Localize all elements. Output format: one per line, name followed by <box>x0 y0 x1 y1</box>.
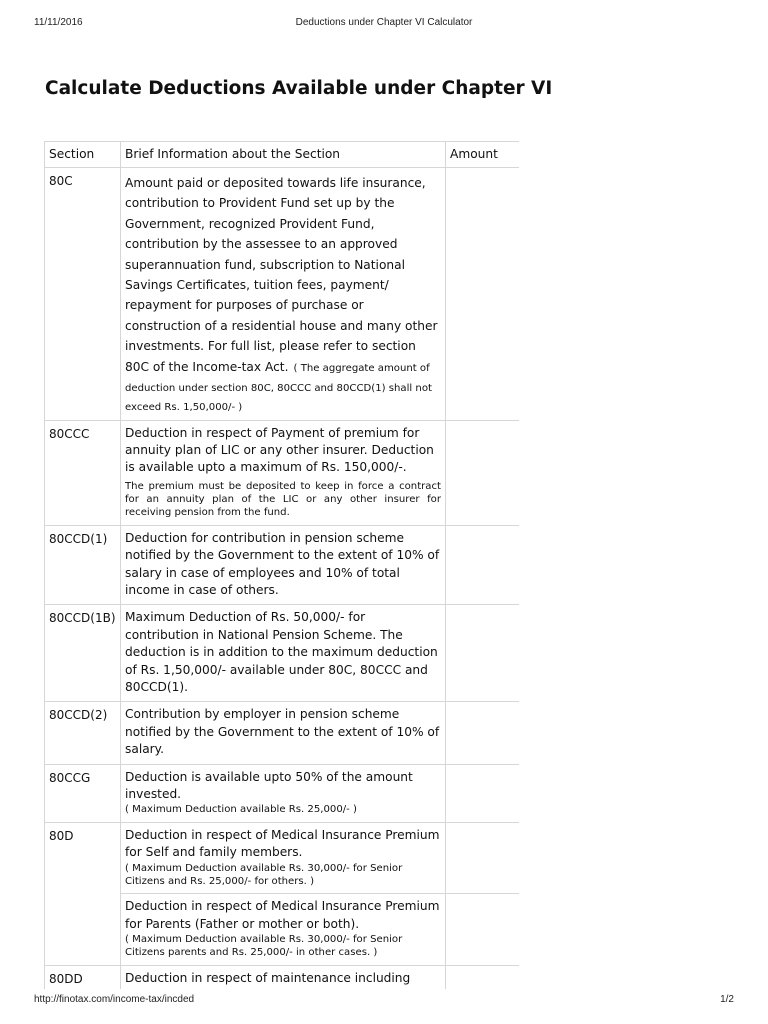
deductions-table <box>44 141 519 989</box>
amount-cell[interactable] <box>446 420 520 525</box>
section-description <box>121 420 446 525</box>
amount-cell[interactable] <box>446 965 520 989</box>
column-header-amount: Amount <box>446 142 520 168</box>
table-row-80ccg <box>45 764 520 822</box>
deductions-table-container <box>44 141 519 989</box>
section-code: 80CCD(1B) <box>45 605 121 702</box>
description-note: ( Maximum Deduction available Rs. 30,000/- for Senior Citizens and Rs. 25,000/- for others. ) <box>125 862 403 887</box>
table-row-80c <box>45 168 520 421</box>
amount-cell[interactable] <box>446 702 520 764</box>
description-note: ( Maximum Deduction available Rs. 30,000/- for Senior Citizens parents and Rs. 25,000/- in other cases. ) <box>125 933 403 959</box>
description-text: Deduction in respect of Medical Insurance Premium for Self and family members. <box>125 827 440 860</box>
section-code: 80DD <box>45 965 121 989</box>
table-header-row <box>45 142 520 168</box>
amount-cell[interactable] <box>446 525 520 605</box>
description-text: Amount paid or deposited towards life insurance, contribution to Provident Fund set up by the Government, recognized Provident Fund, contribution by the assessee to an approved superannuation fund, subscription to National Savings Certificates, tuition fees, payment/ repayment for purposes of purchase or construction of a residential house and many other investments. For full list, please refer to section 80C of the Income-tax Act. <box>125 176 438 374</box>
section-code: 80CCC <box>45 420 121 525</box>
description-text: Deduction is available upto 50% of the amount invested. <box>125 769 413 802</box>
description-text: Maximum Deduction of Rs. 50,000/- for contribution in National Pension Scheme. The deduction is in addition to the maximum deduction of Rs. 1,50,000/- available under 80C, 80CCC and 80CCD(1). <box>125 610 438 695</box>
description-text: Contribution by employer in pension scheme notified by the Government to the extent of 10% of salary. <box>125 707 440 757</box>
section-description <box>121 168 446 421</box>
section-code: 80CCD(2) <box>45 702 121 764</box>
amount-cell[interactable] <box>446 894 520 965</box>
description-text: Deduction in respect of maintenance including <box>125 970 411 985</box>
section-code: 80D <box>45 822 121 965</box>
table-row-80ccd-2 <box>45 702 520 764</box>
section-description <box>121 764 446 822</box>
table-row-80dd <box>45 965 520 989</box>
column-header-info: Brief Information about the Section <box>121 142 446 168</box>
section-description <box>121 894 446 965</box>
amount-cell[interactable] <box>446 822 520 893</box>
section-description <box>121 822 446 893</box>
section-description <box>121 965 446 989</box>
description-note: ( Maximum Deduction available Rs. 25,000/- ) <box>125 804 357 816</box>
table-row-80ccd-1 <box>45 525 520 605</box>
amount-cell[interactable] <box>446 605 520 702</box>
description-note: The premium must be deposited to keep in force a contract for an annuity plan of the LIC or any other insurer for receiving pension from the fund. <box>125 480 441 519</box>
section-code: 80CCG <box>45 764 121 822</box>
table-row-80ccc <box>45 420 520 525</box>
print-page-number: 1/2 <box>720 994 734 1005</box>
section-description <box>121 605 446 702</box>
page-title: Calculate Deductions Available under Chapter VI <box>45 78 553 99</box>
section-code: 80C <box>45 168 121 421</box>
amount-cell[interactable] <box>446 764 520 822</box>
column-header-section: Section <box>45 142 121 168</box>
amount-cell[interactable] <box>446 168 520 421</box>
section-code: 80CCD(1) <box>45 525 121 605</box>
description-note: ( The aggregate amount of deduction under section 80C, 80CCC and 80CCD(1) shall not exceed Rs. 1,50,000/- ) <box>125 362 432 414</box>
description-text: Deduction in respect of Payment of premium for annuity plan of LIC or any other insurer. Deduction is available upto a maximum of Rs. 150,000/-. <box>125 425 434 475</box>
print-header-title: Deductions under Chapter VI Calculator <box>295 17 473 28</box>
print-date: 11/11/2016 <box>34 17 83 28</box>
print-footer-url: http://finotax.com/income-tax/incded <box>34 994 195 1005</box>
section-description <box>121 525 446 605</box>
description-text: Deduction for contribution in pension scheme notified by the Government to the extent of 10% of salary in case of employees and 10% of total income in case of others. <box>125 530 440 597</box>
table-row-80d-self <box>45 822 520 893</box>
table-row-80ccd-1b <box>45 605 520 702</box>
section-description <box>121 702 446 764</box>
description-text: Deduction in respect of Medical Insurance Premium for Parents (Father or mother or both). <box>125 899 440 931</box>
